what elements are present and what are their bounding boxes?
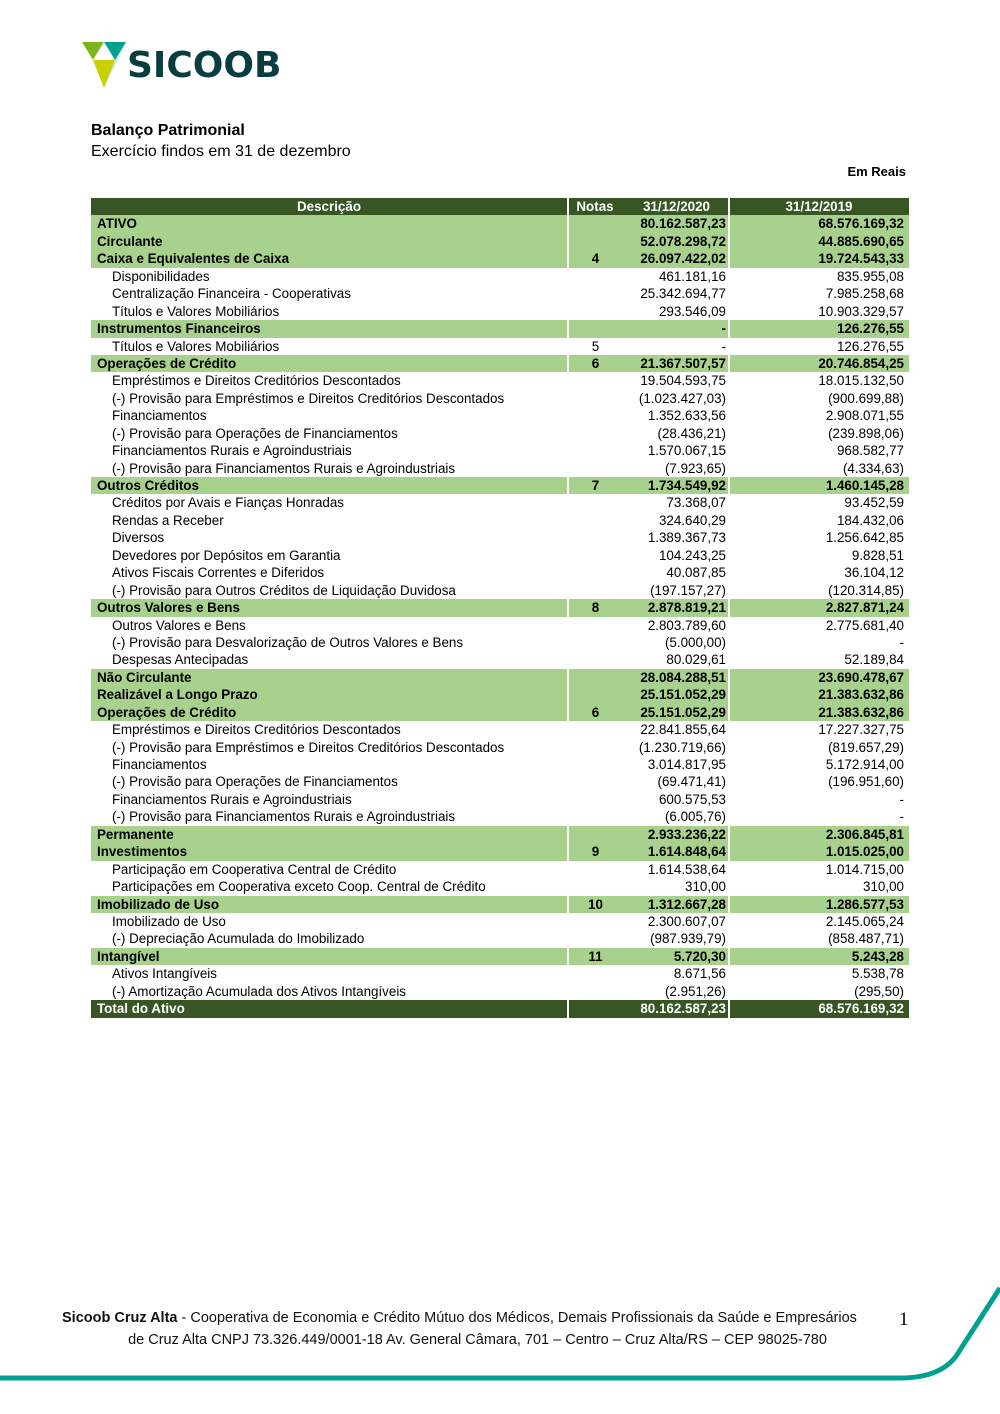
row-value-2019: (120.314,85): [828, 582, 904, 598]
row-value-2020: 5.720,30: [673, 948, 726, 964]
row-description: Intangível: [97, 948, 160, 964]
row-description: Ativos Intangíveis: [112, 966, 217, 982]
group-row: [91, 669, 909, 686]
group-row: [91, 599, 909, 616]
group-row: [91, 355, 909, 372]
row-value-2020: 2.878.819,21: [647, 600, 726, 616]
row-description: Financiamentos Rurais e Agroindustriais: [112, 443, 352, 459]
row-value-2019: -: [899, 809, 904, 825]
table-header-row: [91, 198, 909, 215]
row-value-2020: 52.078.298,72: [640, 233, 726, 249]
group-row: [91, 704, 909, 721]
row-value-2020: 40.087,85: [666, 565, 726, 581]
row-description: (-) Provisão para Financiamentos Rurais e Agroindustriais: [112, 460, 456, 476]
row-value-2020: 1.734.549,92: [647, 478, 726, 493]
row-description: Despesas Antecipadas: [112, 652, 249, 668]
row-value-2019: 68.576.169,32: [818, 216, 904, 232]
row-value-2020: 80.162.587,23: [640, 1001, 726, 1017]
table-row: [91, 285, 909, 302]
row-note: 7: [591, 478, 600, 493]
row-description: Empréstimos e Direitos Creditórios Descontados: [112, 722, 401, 738]
row-description: Títulos e Valores Mobiliários: [112, 303, 280, 319]
row-value-2019: 835.955,08: [836, 268, 904, 284]
column-header-2019: 31/12/2019: [785, 199, 853, 214]
row-value-2020: (1.230.719,66): [638, 739, 726, 755]
row-description: Operações de Crédito: [97, 704, 237, 720]
table-row: [91, 756, 909, 773]
row-value-2020: 21.367.507,57: [640, 355, 726, 371]
row-description: Circulante: [97, 233, 163, 249]
row-description: (-) Provisão para Desvalorização de Outros Valores e Bens: [112, 634, 464, 650]
column-header-description: Descrição: [296, 199, 362, 214]
group-row: [91, 233, 909, 250]
row-description: Financiamentos: [112, 408, 207, 424]
row-value-2020: 3.014.817,95: [647, 757, 726, 772]
row-note: 6: [591, 355, 600, 371]
row-value-2020: 104.243,25: [658, 547, 726, 563]
row-value-2019: 18.015.132,50: [818, 373, 904, 389]
row-description: Total do Ativo: [97, 1001, 185, 1017]
row-value-2020: (7.923,65): [664, 460, 726, 476]
row-value-2019: 23.690.478,67: [818, 669, 904, 685]
table-row: [91, 529, 909, 546]
row-description: (-) Provisão para Operações de Financiamentos: [112, 425, 398, 441]
group-row: [91, 686, 909, 703]
table-row: [91, 268, 909, 285]
row-value-2019: 2.827.871,24: [825, 600, 904, 616]
row-note: 10: [588, 896, 603, 912]
row-description: Títulos e Valores Mobiliários: [112, 338, 280, 354]
row-value-2019: 1.460.145,28: [825, 478, 904, 493]
row-value-2019: 126.276,55: [836, 321, 904, 337]
row-value-2020: (6.005,76): [664, 809, 726, 825]
table-row: [91, 460, 909, 477]
row-value-2020: (1.023.427,03): [638, 390, 726, 406]
row-description: Financiamentos: [112, 757, 207, 772]
row-value-2019: (196.951,60): [828, 774, 904, 790]
table-row: [91, 372, 909, 389]
row-value-2019: 10.903.329,57: [818, 303, 904, 319]
table-row: [91, 930, 909, 947]
row-note: 11: [588, 948, 603, 964]
table-row: [91, 808, 909, 825]
row-description: Imobilizado de Uso: [97, 896, 220, 912]
row-value-2020: 600.575,53: [658, 791, 726, 807]
table-row: [91, 739, 909, 756]
row-description: (-) Provisão para Outros Créditos de Liquidação Duvidosa: [112, 582, 456, 598]
table-row: [91, 634, 909, 651]
row-description: Disponibilidades: [112, 268, 210, 284]
row-value-2020: 1.389.367,73: [647, 530, 726, 546]
document-title: Balanço Patrimonial: [91, 122, 245, 139]
document-subtitle: Exercício findos em 31 de dezembro: [91, 143, 351, 160]
row-value-2019: 5.243,28: [851, 948, 904, 964]
table-row: [91, 965, 909, 982]
row-description: (-) Provisão para Empréstimos e Direitos Creditórios Descontados: [112, 739, 505, 755]
row-description: Participações em Cooperativa exceto Coop. Central de Crédito: [112, 879, 486, 895]
row-description: (-) Provisão para Operações de Financiamentos: [112, 774, 398, 790]
row-value-2019: 44.885.690,65: [818, 233, 904, 249]
row-description: Imobilizado de Uso: [112, 913, 226, 929]
footer-org-name: Sicoob Cruz Alta: [62, 1310, 178, 1326]
row-value-2020: (69.471,41): [657, 774, 726, 790]
row-value-2020: 25.342.694,77: [640, 286, 726, 302]
row-description: Créditos por Avais e Fianças Honradas: [112, 495, 344, 511]
row-value-2020: 1.614.538,64: [647, 861, 726, 877]
row-value-2019: (819.657,29): [828, 739, 904, 755]
table-row: [91, 878, 909, 895]
table-row: [91, 913, 909, 930]
row-description: Participação em Cooperativa Central de Crédito: [112, 861, 397, 877]
column-header-2020: 31/12/2020: [642, 199, 711, 214]
row-value-2020: 2.803.789,60: [647, 617, 726, 633]
row-description: (-) Provisão para Financiamentos Rurais e Agroindustriais: [112, 809, 456, 825]
table-row: [91, 407, 909, 424]
row-note: 5: [591, 338, 600, 354]
row-note: 9: [591, 844, 600, 860]
row-value-2020: 25.151.052,29: [640, 687, 726, 703]
row-value-2020: 324.640,29: [658, 512, 726, 528]
table-row: [91, 791, 909, 808]
row-description: Rendas a Receber: [112, 512, 224, 528]
row-note: 8: [591, 600, 600, 616]
balance-sheet-table: [91, 198, 909, 1018]
row-value-2020: 1.312.667,28: [647, 896, 726, 912]
row-value-2019: 9.828,51: [851, 547, 904, 563]
row-value-2020: 26.097.422,02: [640, 251, 726, 267]
row-value-2019: 21.383.632,86: [818, 704, 904, 720]
footer-org-description: - Cooperativa de Economia e Crédito Mútuo dos Médicos, Demais Profissionais da Saúde e Empresários: [177, 1310, 857, 1326]
row-note: 4: [591, 251, 600, 267]
row-value-2019: (858.487,71): [828, 931, 904, 947]
row-value-2020: 19.504.593,75: [640, 373, 726, 389]
table-row: [91, 390, 909, 407]
row-value-2019: 52.189,84: [844, 652, 904, 668]
row-value-2019: 2.306.845,81: [825, 826, 904, 842]
row-value-2020: 73.368,07: [666, 495, 726, 511]
row-value-2020: 80.029,61: [666, 652, 726, 668]
row-value-2020: (987.939,79): [650, 931, 726, 947]
row-value-2019: (239.898,06): [828, 425, 904, 441]
group-row: [91, 896, 909, 913]
row-description: Outros Valores e Bens: [97, 600, 240, 616]
row-value-2019: 2.145.065,24: [825, 913, 904, 929]
row-description: Instrumentos Financeiros: [97, 321, 261, 337]
currency-units: Em Reais: [847, 164, 906, 179]
table-row: [91, 773, 909, 790]
row-value-2020: 310,00: [685, 879, 726, 895]
row-description: ATIVO: [97, 216, 137, 232]
row-value-2020: 1.570.067,15: [647, 443, 726, 459]
row-value-2019: 968.582,77: [836, 443, 904, 459]
row-value-2019: 1.014.715,00: [825, 861, 904, 877]
row-value-2020: 8.671,56: [673, 966, 726, 982]
group-row: [91, 826, 909, 843]
row-value-2020: 2.300.607,07: [647, 913, 726, 929]
table-row: [91, 512, 909, 529]
row-value-2020: 22.841.855,64: [640, 722, 726, 738]
row-description: Não Circulante: [97, 669, 192, 685]
table-row: [91, 721, 909, 738]
table-row: [91, 651, 909, 668]
page-number: 1: [899, 1309, 909, 1330]
row-value-2020: 461.181,16: [658, 268, 726, 284]
group-row: [91, 948, 909, 965]
table-row: [91, 582, 909, 599]
row-value-2020: (197.157,27): [650, 582, 726, 598]
row-value-2020: (2.951,26): [664, 983, 726, 999]
row-description: Realizável a Longo Prazo: [97, 687, 258, 703]
row-value-2020: 80.162.587,23: [640, 216, 726, 232]
group-row: [91, 250, 909, 267]
row-value-2019: 36.104,12: [844, 565, 904, 581]
row-value-2019: 7.985.258,68: [825, 286, 904, 302]
row-value-2019: (295,50): [854, 983, 904, 999]
footer-line-2: de Cruz Alta CNPJ 73.326.449/0001-18 Av. General Câmara, 701 – Centro – Cruz Alta/RS – CEP 98025-780: [128, 1332, 827, 1348]
row-description: Operações de Crédito: [97, 355, 237, 371]
row-description: Empréstimos e Direitos Creditórios Descontados: [112, 373, 401, 389]
table-row: [91, 547, 909, 564]
table-row: [91, 442, 909, 459]
sicoob-triangle-icon: [82, 42, 126, 90]
table-row: [91, 338, 909, 355]
row-value-2019: 310,00: [863, 879, 904, 895]
row-value-2019: (900.699,88): [828, 390, 904, 406]
row-value-2020: 1.614.848,64: [647, 844, 726, 860]
table-row: [91, 617, 909, 634]
row-value-2019: -: [899, 791, 904, 807]
row-value-2019: 68.576.169,32: [818, 1001, 904, 1017]
row-value-2019: (4.334,63): [842, 460, 904, 476]
row-note: 6: [591, 704, 600, 720]
row-value-2020: 28.084.288,51: [640, 669, 726, 685]
row-value-2019: 1.015.025,00: [825, 844, 904, 860]
row-value-2019: 93.452,59: [844, 495, 904, 511]
row-description: Outros Créditos: [97, 478, 199, 493]
row-value-2020: 2.933.236,22: [647, 826, 726, 842]
row-description: Permanente: [97, 826, 174, 842]
row-value-2020: 293.546,09: [658, 303, 726, 319]
table-row: [91, 425, 909, 442]
sicoob-wordmark: SICOOB: [127, 45, 282, 86]
row-description: (-) Provisão para Empréstimos e Direitos Creditórios Descontados: [112, 390, 505, 406]
row-value-2020: -: [721, 321, 726, 337]
row-value-2020: 1.352.633,56: [647, 408, 726, 424]
table-row: [91, 303, 909, 320]
row-description: Devedores por Depósitos em Garantia: [112, 547, 341, 563]
table-row: [91, 564, 909, 581]
row-description: Ativos Fiscais Correntes e Diferidos: [112, 565, 325, 581]
group-row: [91, 477, 909, 494]
row-value-2019: 19.724.543,33: [818, 251, 904, 267]
group-row: [91, 843, 909, 860]
row-value-2020: (28.436,21): [657, 425, 726, 441]
table-row: [91, 983, 909, 1000]
row-value-2020: -: [721, 338, 726, 354]
row-description: Financiamentos Rurais e Agroindustriais: [112, 791, 352, 807]
row-value-2019: 21.383.632,86: [818, 687, 904, 703]
table-row: [91, 861, 909, 878]
row-value-2019: 17.227.327,75: [818, 722, 904, 738]
row-value-2019: 1.256.642,85: [825, 530, 904, 546]
footer-line-1: [62, 1310, 857, 1326]
column-header-notes: Notas: [576, 199, 614, 214]
row-value-2019: -: [899, 634, 904, 650]
row-value-2019: 5.538,78: [851, 966, 904, 982]
row-value-2019: 2.908.071,55: [825, 408, 904, 424]
row-value-2020: 25.151.052,29: [640, 704, 726, 720]
row-description: (-) Amortização Acumulada dos Ativos Intangíveis: [112, 983, 406, 999]
row-value-2019: 184.432,06: [836, 512, 904, 528]
row-description: Investimentos: [97, 844, 188, 860]
row-value-2019: 20.746.854,25: [818, 355, 904, 371]
total-row: [91, 1000, 909, 1017]
row-value-2019: 126.276,55: [836, 338, 904, 354]
row-value-2019: 1.286.577,53: [825, 896, 904, 912]
group-row: [91, 215, 909, 232]
sicoob-logo: [82, 42, 292, 90]
row-value-2020: (5.000,00): [664, 634, 726, 650]
row-description: Caixa e Equivalentes de Caixa: [97, 251, 290, 267]
row-description: Diversos: [112, 530, 165, 546]
row-description: Centralização Financeira - Cooperativas: [112, 286, 351, 302]
row-value-2019: 2.775.681,40: [825, 617, 904, 633]
row-value-2019: 5.172.914,00: [825, 757, 904, 772]
table-row: [91, 494, 909, 511]
group-row: [91, 320, 909, 337]
row-description: (-) Depreciação Acumulada do Imobilizado: [112, 931, 365, 947]
row-description: Outros Valores e Bens: [112, 617, 246, 633]
